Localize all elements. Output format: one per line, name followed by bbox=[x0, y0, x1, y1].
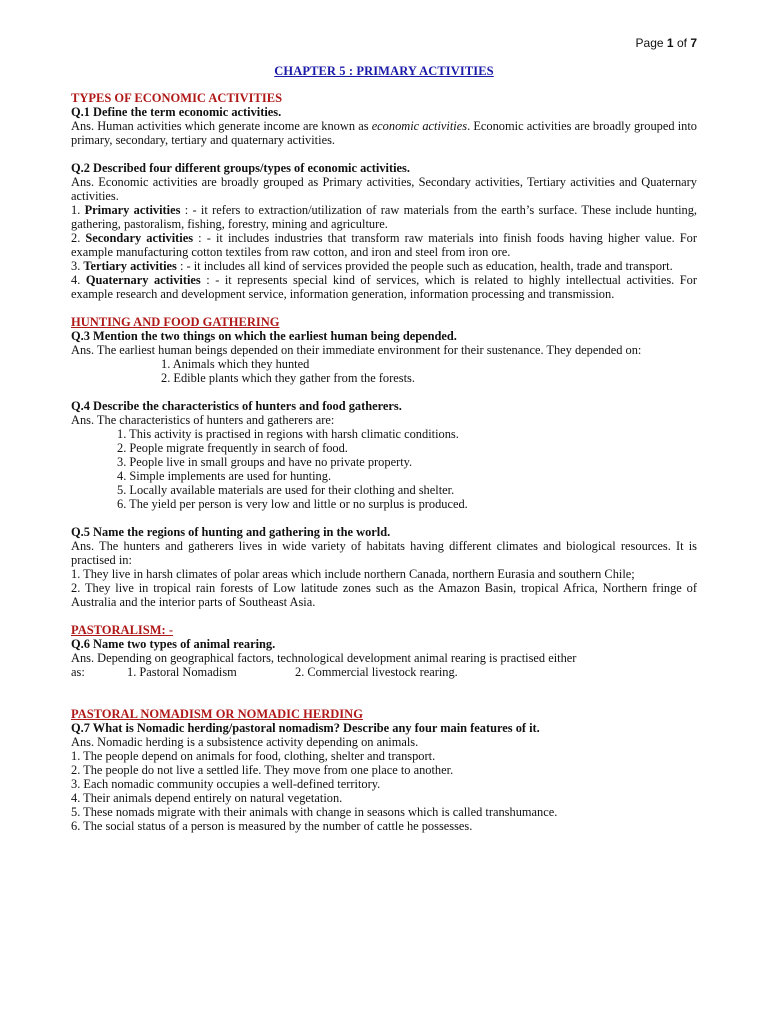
question-1: Q.1 Define the term economic activities. bbox=[71, 105, 282, 119]
question-5: Q.5 Name the regions of hunting and gathering in the world. bbox=[71, 525, 391, 539]
list-item: 2. Edible plants which they gather from the forests. bbox=[161, 371, 415, 385]
list-item: 6. The social status of a person is measured by the number of cattle he possesses. bbox=[71, 819, 473, 833]
question-6: Q.6 Name two types of animal rearing. bbox=[71, 637, 276, 651]
answer-5: Ans. The hunters and gatherers lives in wide variety of habitats having different climates and biological resources. It is practised in: bbox=[71, 539, 697, 567]
list-item: 1. The people depend on animals for food, clothing, shelter and transport. bbox=[71, 749, 436, 763]
answer-2-item: 4. Quaternary activities : - it represents special kind of services, which is related to highly intellectual activities. For example research and development service, information generation, information processing and transmission. bbox=[71, 273, 697, 301]
answer-5-point: 1. They live in harsh climates of polar areas which include northern Canada, northern Eurasia and southern Chile; bbox=[71, 567, 635, 581]
page-of: of bbox=[676, 36, 687, 50]
answer-2: Ans. Economic activities are broadly grouped as Primary activities, Secondary activities, Tertiary activities and Quaternary activities. bbox=[71, 175, 697, 203]
list-item: 3. Each nomadic community occupies a well-defined territory. bbox=[71, 777, 381, 791]
list-item: 5. These nomads migrate with their animals with change in seasons which is called transhumance. bbox=[71, 805, 558, 819]
list-item: 4. Simple implements are used for hunting. bbox=[117, 469, 332, 483]
document-body bbox=[71, 64, 697, 833]
question-4: Q.4 Describe the characteristics of hunters and food gatherers. bbox=[71, 399, 402, 413]
list-item: 1. This activity is practised in regions with harsh climatic conditions. bbox=[117, 427, 459, 441]
section-heading-pastoralism: PASTORALISM: - bbox=[71, 623, 173, 637]
section-heading-hunting: HUNTING AND FOOD GATHERING bbox=[71, 315, 280, 329]
answer-2-item: 1. Primary activities : - it refers to extraction/utilization of raw materials from the earth’s surface. These include hunting, gathering, pastoralism, fishing, forestry, mining and agriculture. bbox=[71, 203, 698, 231]
answer-4: Ans. The characteristics of hunters and gatherers are: bbox=[71, 413, 335, 427]
question-3: Q.3 Mention the two things on which the earliest human being depended. bbox=[71, 329, 457, 343]
list-item: 4. Their animals depend entirely on natural vegetation. bbox=[71, 791, 343, 805]
question-7: Q.7 What is Nomadic herding/pastoral nomadism? Describe any four main features of it. bbox=[71, 721, 540, 735]
answer-7: Ans. Nomadic herding is a subsistence activity depending on animals. bbox=[71, 735, 419, 749]
page-total: 7 bbox=[690, 36, 697, 50]
answer-2-item: 2. Secondary activities : - it includes industries that transform raw materials into finish foods having higher value. For example manufacturing cotton textiles from raw cotton, and iron and steel from iron ore. bbox=[71, 231, 697, 259]
answer-6-options: as: 1. Pastoral Nomadism 2. Commercial livestock rearing. bbox=[71, 665, 458, 679]
answer-5-point: 2. They live in tropical rain forests of Low latitude zones such as the Amazon Basin, tropical Africa, Northern fringe of Australia and the interior parts of Southeast Asia. bbox=[71, 581, 697, 609]
page-number bbox=[636, 36, 697, 50]
answer-2-item: 3. Tertiary activities : - it includes all kind of services provided the people such as education, health, trade and transport. bbox=[71, 259, 673, 273]
chapter-title: CHAPTER 5 : PRIMARY ACTIVITIES bbox=[274, 64, 494, 78]
answer-3: Ans. The earliest human beings depended on their immediate environment for their sustenance. They depended on: bbox=[71, 343, 642, 357]
question-2: Q.2 Described four different groups/types of economic activities. bbox=[71, 161, 410, 175]
section-heading-economic-activities: TYPES OF ECONOMIC ACTIVITIES bbox=[71, 91, 283, 105]
list-item: 2. People migrate frequently in search of food. bbox=[117, 441, 348, 455]
answer-6: Ans. Depending on geographical factors, technological development animal rearing is practised either bbox=[71, 651, 577, 665]
list-item: 5. Locally available materials are used for their clothing and shelter. bbox=[117, 483, 455, 497]
list-item: 3. People live in small groups and have no private property. bbox=[117, 455, 413, 469]
page-prefix: Page bbox=[635, 36, 664, 50]
list-item: 6. The yield per person is very low and little or no surplus is produced. bbox=[117, 497, 468, 511]
answer-1: Ans. Human activities which generate income are known as economic activities. Economic activities are broadly grouped into primary, secondary, tertiary and quaternary activities. bbox=[71, 119, 697, 147]
list-item: 1. Animals which they hunted bbox=[161, 357, 310, 371]
list-item: 2. The people do not live a settled life. They move from one place to another. bbox=[71, 763, 454, 777]
page-current: 1 bbox=[666, 36, 674, 50]
section-heading-nomadic-herding: PASTORAL NOMADISM OR NOMADIC HERDING bbox=[71, 707, 363, 721]
